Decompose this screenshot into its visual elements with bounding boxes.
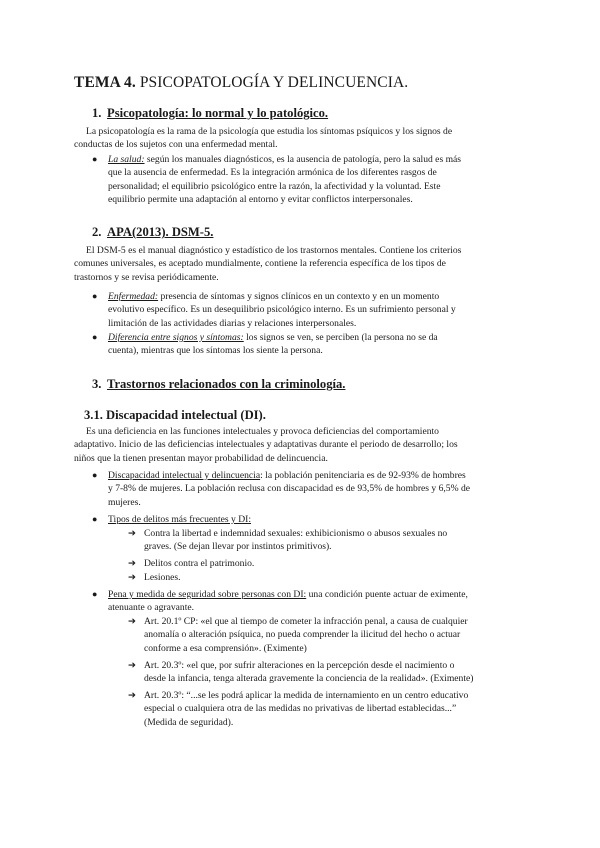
bullet-glyph: ● bbox=[92, 470, 98, 480]
bullet-glyph: ● bbox=[92, 332, 98, 342]
page-title: TEMA 4. PSICOPATOLOGÍA Y DELINCUENCIA. bbox=[74, 74, 409, 91]
section-3-paragraph: Es una deficiencia en las funciones intelectuales y provoca deficiencias del comportamiento adaptativo. Inicio de las deficiencias intelectuales y adaptativas durante el periodo de desarrollo; los niños que la tienen presentan mayor probabilidad de delincuencia. bbox=[74, 426, 458, 464]
bullet-glyph: ● bbox=[92, 589, 98, 599]
section-1-paragraph: La psicopatología es la rama de la psicología que estudia los síntomas psíquicos y los signos de conductas de los sujetos con una enfermedad mental. bbox=[74, 126, 453, 151]
arrow-glyph: ➔ bbox=[128, 660, 137, 671]
arrow-glyph: ➔ bbox=[128, 528, 137, 539]
bullet-glyph: ● bbox=[92, 291, 98, 301]
section-1-heading: 1. Psicopatología: lo normal y lo patológico. bbox=[92, 106, 329, 120]
document-page: TEMA 4. PSICOPATOLOGÍA Y DELINCUENCIA. 1. Psicopatología: lo normal y lo patológico. La psicopatología es la rama de la psicología que estudia los síntomas psíquicos y los signos de conductas de los sujetos con una enfermedad mental. ● La salud: según los manuales diagnósticos, es la ausencia de patología, pero la salud es más que la ausencia de enfermedad. Es la integración armónica de los diferentes rasgos de personalidad; el equilibrio psicológico entre la razón, la afectividad y la voluntad. Este equilibrio permite una adaptación al entorno y evitar conflictos interpersonales. 2. APA(2013). DSM-5. El DSM-5 es el manual diagnóstico y estadístico de los trastornos mentales. Contiene los criterios comunes universales, es aceptado mundialmente, contiene la referencia específica de los tipos de trastornos y se revisa periódicamente. ● Enfermedad: presencia de síntomas y signos clínicos en un contexto y en un momento evolutivo específico. Es un desequilibrio psicológico interno. Es un sufrimiento personal y limitación de las actividades diarias y relaciones interpersonales. ● Diferencia entre signos y síntomas: los signos se ven, se perciben (la persona no se da cuenta), mientras que los síntomas los siente la persona. 3. Trastornos relacionados con la criminología. 3.1. Discapacidad intelectual (DI). Es una deficiencia en las funciones intelectuales y provoca deficiencias del comportamiento adaptativo. Inicio de las deficiencias intelectuales y adaptativas durante el periodo de desarrollo; los niños que la tienen presentan mayor probabilidad de delincuencia. ● Discapacidad intelectual y delincuencia: la población penitenciaria es de 92-93% de hombres y 7-8% de mujeres. La población reclusa con discapacidad es de 93,5% de hombres y 6,5% de mujeres. ● Tipos de delitos más frecuentes y DI: ➔ Contra la libertad e indemnidad sexuales: exhibicionismo o abusos sexuales no graves. (Se dejan llevar por instintos primitivos). ➔ Delitos contra el patrimonio. ➔ Lesiones. ● Pena y medida de seguridad sobre personas con DI: una condición puente actuar de eximente, atenuante o agravante. ➔ Art. 20.1º CP: «el que al tiempo de cometer la infracción penal, a causa de cualquier anomalía o alteración psíquica, no pueda comprender la ilicitud del hecho o actuar conforme a esa comprensión». (Eximente) ➔ Art. 20.3º: «el que, por sufrir alteraciones en la percepción desde el nacimiento o desde la infancia, tenga alterada gravemente la conciencia de la realidad». (Eximente) ➔ Art. 20.3º: “...se les podrá aplicar la medida de internamiento en un centro educativo especial o cualquiera otra de las medidas no privativas de libertad establecidas...” (Medida de seguridad). bbox=[0, 0, 600, 848]
bullet-glyph: ● bbox=[92, 514, 98, 524]
arrow-glyph: ➔ bbox=[128, 616, 137, 627]
arrow-glyph: ➔ bbox=[128, 572, 137, 583]
section-2-paragraph: El DSM-5 es el manual diagnóstico y estadístico de los trastornos mentales. Contiene los criterios comunes universales, es aceptado mundialmente, contiene la referencia específica de los tipos de trastornos y se revisa periódicamente. bbox=[74, 245, 462, 283]
section-2-heading: 2. APA(2013). DSM-5. bbox=[92, 225, 214, 239]
bullet-glyph: ● bbox=[92, 154, 98, 164]
arrow-glyph: ➔ bbox=[128, 690, 137, 701]
subsection-3-1-heading: 3.1. Discapacidad intelectual (DI). bbox=[84, 408, 266, 422]
arrow-glyph: ➔ bbox=[128, 558, 137, 569]
section-3-heading: 3. Trastornos relacionados con la criminología. bbox=[92, 377, 346, 391]
